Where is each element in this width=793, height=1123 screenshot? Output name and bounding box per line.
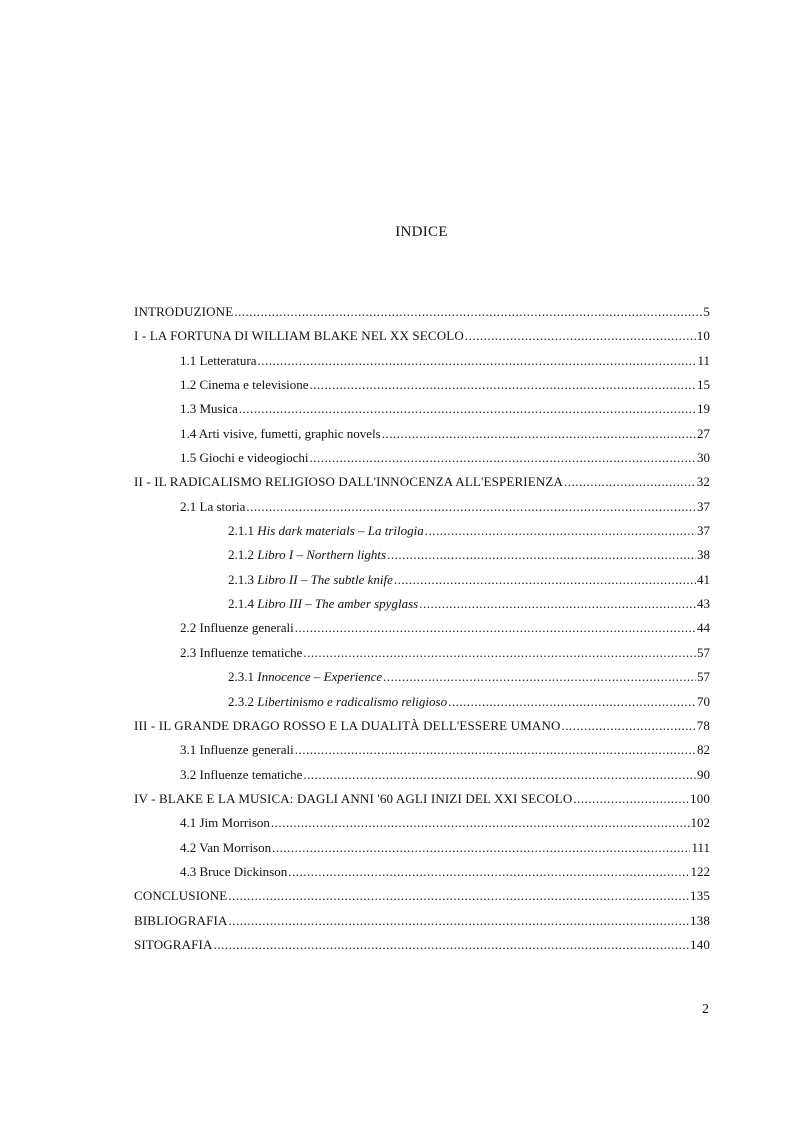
toc-entry-page: 140: [690, 936, 710, 952]
toc-entry-2-1-1[interactable]: [134, 523, 710, 547]
toc-entry-title: [228, 596, 418, 612]
toc-entry-title-text: Libro I – Northern lights: [257, 547, 387, 563]
toc-entry-2-3-1[interactable]: [134, 669, 710, 693]
dot-leader: [394, 572, 696, 588]
toc-entry-title: SITOGRAFIA: [134, 936, 213, 952]
toc-entry-title: 4.1 Jim Morrison: [180, 815, 270, 831]
toc-entry-page: 78: [696, 717, 710, 733]
toc-entry-3-2[interactable]: [134, 767, 710, 791]
toc-entry-page: 44: [697, 620, 710, 636]
toc-entry-number: 2.1.3: [228, 571, 254, 587]
toc-entry-sitografia[interactable]: [134, 937, 710, 961]
toc-entry-title: 1.3 Musica: [180, 401, 238, 417]
dot-leader: [295, 620, 696, 636]
dot-leader: [234, 304, 702, 320]
dot-leader: [271, 815, 690, 831]
toc-entry-page: 19: [697, 401, 710, 417]
dot-leader: [295, 742, 696, 758]
toc-entry-title: 3.1 Influenze generali: [180, 742, 294, 758]
toc-entry-page: 30: [697, 450, 710, 466]
dot-leader: [425, 523, 696, 539]
dot-leader: [419, 596, 696, 612]
dot-leader: [288, 864, 689, 880]
toc-entry-page: 100: [690, 790, 710, 806]
toc-entry-title-text: Innocence – Experience: [257, 669, 383, 685]
toc-entry-title: [228, 572, 393, 588]
dot-leader: [228, 888, 689, 904]
toc-entry-title-text: Libro III – The amber spyglass: [257, 596, 419, 612]
toc-entry-2-2[interactable]: [134, 620, 710, 644]
page-title: INDICE: [395, 224, 448, 240]
toc-entry-title: BIBLIOGRAFIA: [134, 912, 228, 928]
toc-entry-title-text: Libro II – The subtle knife: [257, 571, 393, 587]
toc-entry-4-3[interactable]: [134, 864, 710, 888]
toc-entry-title: 1.5 Giochi e videogiochi: [180, 450, 309, 466]
toc-entry-page: 43: [697, 596, 710, 612]
toc-entry-page: 15: [697, 377, 710, 393]
dot-leader: [310, 377, 696, 393]
toc-entry-number: 2.3.2: [228, 693, 254, 709]
toc-entry-title: 2.2 Influenze generali: [180, 620, 294, 636]
toc-entry-1-4[interactable]: [134, 426, 710, 450]
toc-entry-4-2[interactable]: [134, 840, 710, 864]
toc-entry-title: 4.2 Van Morrison: [180, 839, 272, 855]
toc-entry-title: 2.1 La storia: [180, 498, 246, 514]
dot-leader: [382, 426, 696, 442]
toc-entry-bibliografia[interactable]: [134, 913, 710, 937]
toc-entry-page: 111: [691, 839, 710, 855]
toc-entry-page: 57: [697, 669, 710, 685]
toc-entry-number: 2.3.1: [228, 669, 254, 685]
toc-entry-conclusione[interactable]: [134, 888, 710, 912]
toc-entry-title: 1.2 Cinema e televisione: [180, 377, 309, 393]
toc-entry-page: 102: [690, 815, 710, 831]
dot-leader: [573, 791, 689, 807]
toc-entry-page: 82: [697, 742, 710, 758]
toc-entry-4-1[interactable]: [134, 815, 710, 839]
toc-entry-page: 70: [697, 693, 710, 709]
toc-entry-1-1[interactable]: [134, 353, 710, 377]
toc-entry-chapter-3[interactable]: [134, 718, 710, 742]
toc-entry-2-3[interactable]: [134, 645, 710, 669]
toc-entry-page: 38: [697, 547, 710, 563]
dot-leader: [383, 669, 696, 685]
page-number: 2: [702, 1002, 709, 1017]
toc-entry-2-1[interactable]: [134, 499, 710, 523]
dot-leader: [387, 547, 696, 563]
toc-entry-page: 138: [690, 912, 710, 928]
toc-entry-number: 2.1.2: [228, 547, 254, 563]
toc-entry-page: 37: [697, 523, 710, 539]
toc-entry-page: 10: [696, 328, 710, 344]
dot-leader: [239, 401, 696, 417]
toc-entry-introduzione[interactable]: [134, 304, 710, 328]
toc-entry-title: [228, 669, 382, 685]
dot-leader: [465, 328, 696, 344]
toc-entry-title: 2.3 Influenze tematiche: [180, 644, 303, 660]
toc-entry-chapter-1[interactable]: [134, 328, 710, 352]
toc-entry-title: [228, 694, 447, 710]
toc-entry-title: CONCLUSIONE: [134, 888, 228, 904]
dot-leader: [562, 718, 696, 734]
dot-leader: [229, 913, 690, 929]
toc-entry-page: 135: [690, 888, 710, 904]
toc-entry-3-1[interactable]: [134, 742, 710, 766]
toc-entry-1-3[interactable]: [134, 401, 710, 425]
toc-entry-title: 3.2 Influenze tematiche: [180, 766, 303, 782]
toc-entry-1-5[interactable]: [134, 450, 710, 474]
toc-entry-title: III - IL GRANDE DRAGO ROSSO E LA DUALITÀ DELL'ESSERE UMANO: [134, 717, 561, 733]
toc-entry-number: 2.1.1: [228, 523, 254, 539]
toc-entry-page: 27: [697, 425, 710, 441]
dot-leader: [564, 474, 696, 490]
toc-entry-1-2[interactable]: [134, 377, 710, 401]
toc-entry-title: IV - BLAKE E LA MUSICA: DAGLI ANNI '60 AGLI INIZI DEL XXI SECOLO: [134, 790, 573, 806]
dot-leader: [246, 499, 696, 515]
toc-entry-chapter-2[interactable]: [134, 474, 710, 498]
dot-leader: [303, 645, 696, 661]
toc-entry-page: 37: [697, 498, 710, 514]
toc-entry-title-text: Libertinismo e radicalismo religioso: [257, 693, 448, 709]
table-of-contents: [134, 304, 710, 961]
dot-leader: [448, 694, 696, 710]
toc-entry-2-1-4[interactable]: [134, 596, 710, 620]
toc-entry-title: I - LA FORTUNA DI WILLIAM BLAKE NEL XX SECOLO: [134, 328, 464, 344]
toc-entry-2-1-2[interactable]: [134, 547, 710, 571]
toc-entry-title-text: His dark materials – La trilogia: [257, 523, 424, 539]
toc-entry-title: [228, 523, 424, 539]
dot-leader: [303, 767, 696, 783]
toc-entry-title: II - IL RADICALISMO RELIGIOSO DALL'INNOCENZA ALL'ESPERIENZA: [134, 474, 564, 490]
toc-entry-title: [228, 547, 386, 563]
dot-leader: [214, 937, 689, 953]
toc-entry-title: 1.4 Arti visive, fumetti, graphic novels: [180, 425, 381, 441]
toc-entry-number: 2.1.4: [228, 596, 254, 612]
dot-leader: [272, 840, 690, 856]
toc-entry-page: 122: [690, 863, 710, 879]
toc-entry-page: 5: [703, 304, 710, 319]
toc-entry-page: 32: [696, 474, 710, 490]
dot-leader: [310, 450, 696, 466]
toc-entry-title: 4.3 Bruce Dickinson: [180, 863, 288, 879]
toc-entry-2-3-2[interactable]: [134, 694, 710, 718]
toc-entry-page: 57: [697, 644, 710, 660]
dot-leader: [258, 353, 697, 369]
toc-entry-title: INTRODUZIONE: [134, 304, 234, 319]
toc-entry-title: 1.1 Letteratura: [180, 352, 257, 368]
toc-entry-chapter-4[interactable]: [134, 791, 710, 815]
toc-entry-page: 90: [697, 766, 710, 782]
toc-entry-page: 11: [697, 352, 710, 368]
toc-entry-2-1-3[interactable]: [134, 572, 710, 596]
toc-entry-page: 41: [697, 571, 710, 587]
